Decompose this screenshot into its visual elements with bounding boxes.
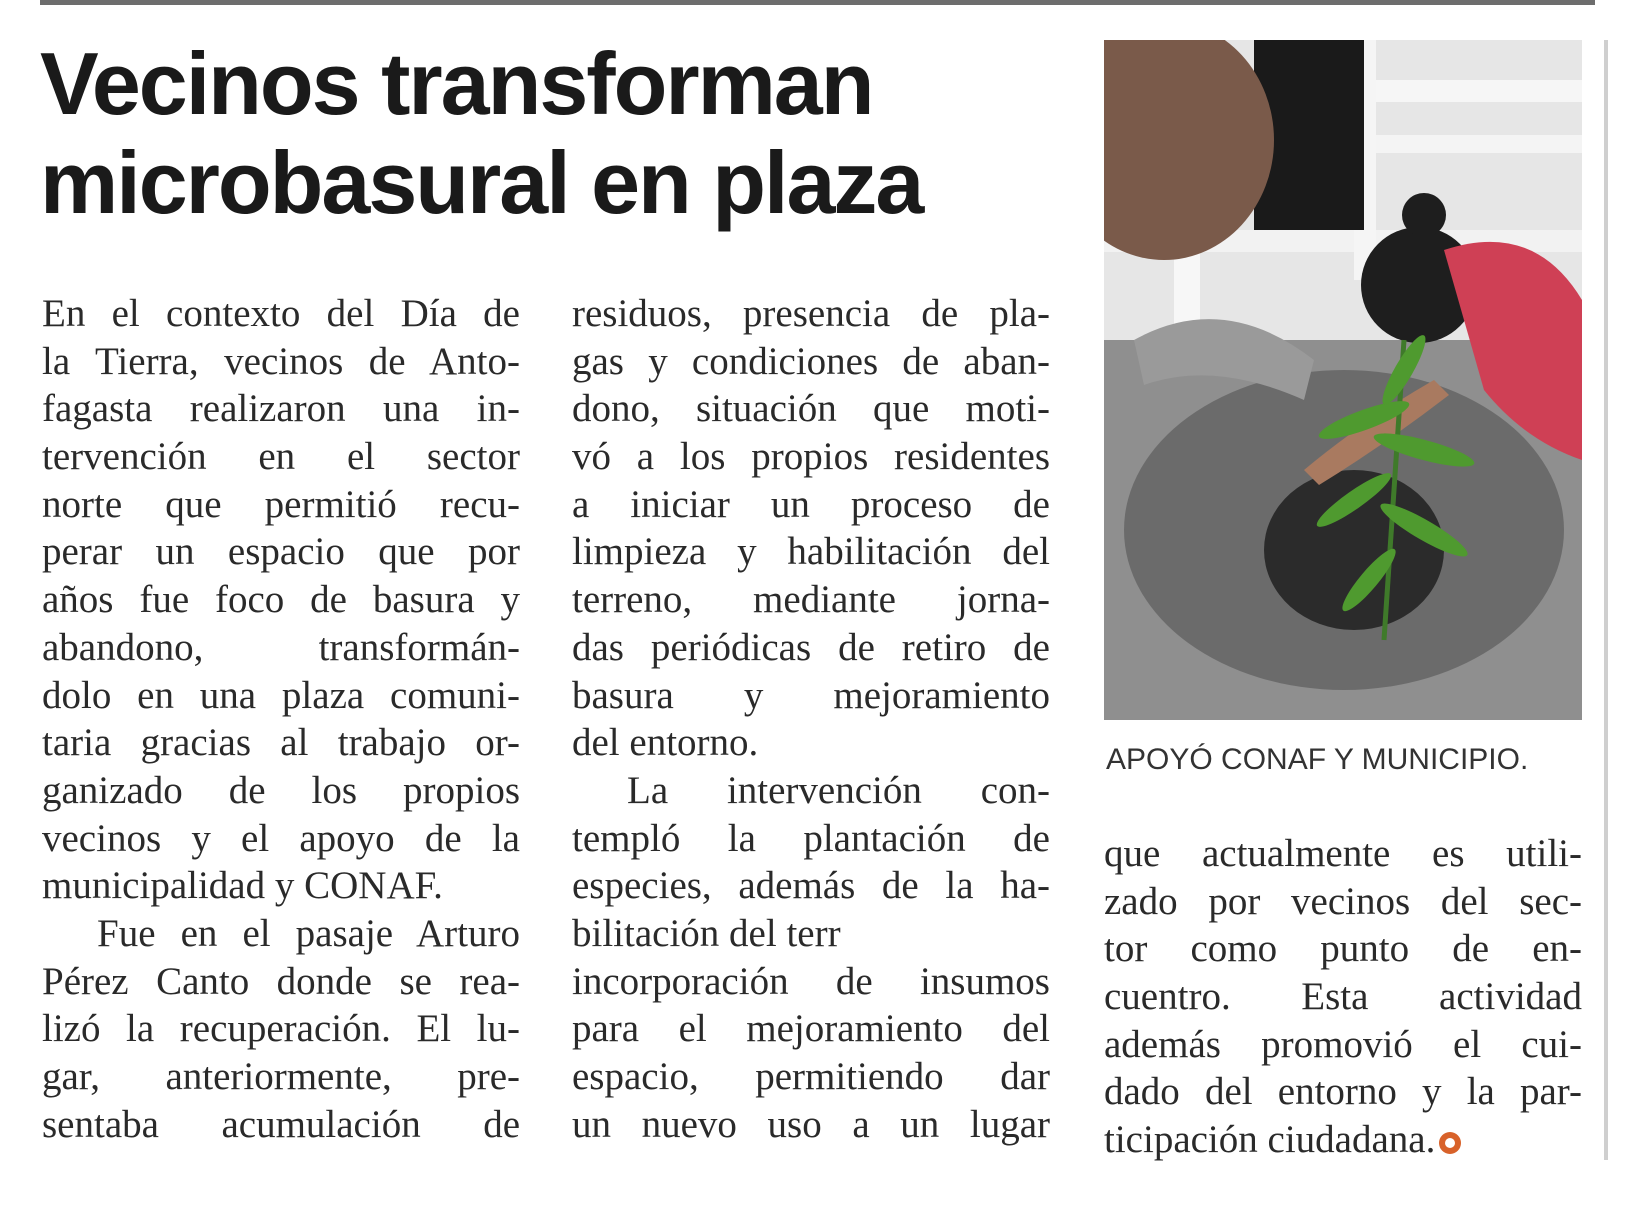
- text-line: años fue foco de basura y: [42, 578, 520, 622]
- text-line: dono, situación que moti-: [572, 387, 1050, 431]
- text-line: norte que permitió recu-: [42, 482, 520, 526]
- text-line: cuentro. Esta actividad: [1104, 975, 1582, 1019]
- article-photo: [1104, 40, 1582, 720]
- text-line: Fue en el pasaje Arturo: [97, 911, 520, 955]
- headline: [40, 34, 1070, 232]
- text-line: dado del entorno y la par-: [1104, 1070, 1582, 1114]
- text-line: para el mejoramiento del: [572, 1007, 1050, 1051]
- text-line: además promovió el cui-: [1104, 1022, 1582, 1066]
- text-line: En el contexto del Día de: [42, 292, 520, 335]
- text-line: del entorno.: [572, 721, 759, 765]
- text-line: das periódicas de retiro de: [572, 625, 1050, 669]
- text-line: Pérez Canto donde se rea-: [42, 959, 520, 1003]
- text-line: zado por vecinos del sec-: [1104, 879, 1582, 923]
- article-end-icon: [1439, 1132, 1461, 1154]
- top-rule: [40, 0, 1595, 5]
- text-line: dolo en una plaza comuni-: [42, 673, 520, 717]
- text-line: vó a los propios residentes: [572, 435, 1050, 479]
- text-line: gar, anteriormente, pre-: [42, 1055, 520, 1098]
- text-line: que actualmente es utili-: [1104, 832, 1582, 875]
- text-line: especies, además de la ha-: [572, 864, 1050, 908]
- text-line: vecinos y el apoyo de la: [42, 816, 520, 860]
- text-line: perar un espacio que por: [42, 530, 520, 574]
- text-line: basura y mejoramiento: [572, 673, 1050, 717]
- text-line: terreno, mediante jorna-: [572, 578, 1050, 622]
- text-line: ganizado de los propios: [42, 768, 520, 812]
- text-line: limpieza y habilitación del: [572, 530, 1050, 574]
- text-line: fagasta realizaron una in-: [42, 387, 520, 431]
- text-line: tervención en el sector: [42, 435, 520, 479]
- text-line: municipalidad y CONAF.: [42, 864, 443, 908]
- photo-illustration: [1104, 40, 1582, 720]
- text-line: gas y condiciones de aban-: [572, 339, 1050, 383]
- text-line: residuos, presencia de pla-: [572, 292, 1050, 335]
- text-line: La intervención con-: [627, 768, 1050, 812]
- text-line: [1104, 1116, 1582, 1164]
- photo-caption: APOYÓ CONAF Y MUNICIPIO.: [1106, 743, 1529, 776]
- text-line: un nuevo uso a un lugar: [572, 1102, 1050, 1146]
- headline-line-1: Vecinos transforman: [40, 34, 873, 133]
- article-column-2: [572, 290, 1050, 1148]
- text-line: tor como punto de en-: [1104, 927, 1582, 971]
- text-line: a iniciar un proceso de: [572, 482, 1050, 526]
- article-column-1: [42, 290, 520, 1148]
- text-line: taria gracias al trabajo or-: [42, 721, 520, 765]
- text-line: la Tierra, vecinos de Anto-: [42, 339, 520, 383]
- text-line: bilitación del terr: [572, 911, 841, 955]
- text-line: espacio, permitiendo dar: [572, 1055, 1050, 1098]
- final-text: ticipación ciudadana.: [1104, 1118, 1436, 1162]
- text-line: templó la plantación de: [572, 816, 1050, 860]
- text-line: incorporación de insumos: [572, 959, 1050, 1003]
- text-line: abandono, transformán-: [42, 625, 520, 669]
- text-line: lizó la recuperación. El lu-: [42, 1007, 520, 1051]
- article-column-3: [1104, 830, 1582, 1164]
- headline-line-2: microbasural en plaza: [40, 133, 923, 232]
- right-column-rule: [1604, 40, 1608, 1160]
- text-line: sentaba acumulación de: [42, 1102, 520, 1146]
